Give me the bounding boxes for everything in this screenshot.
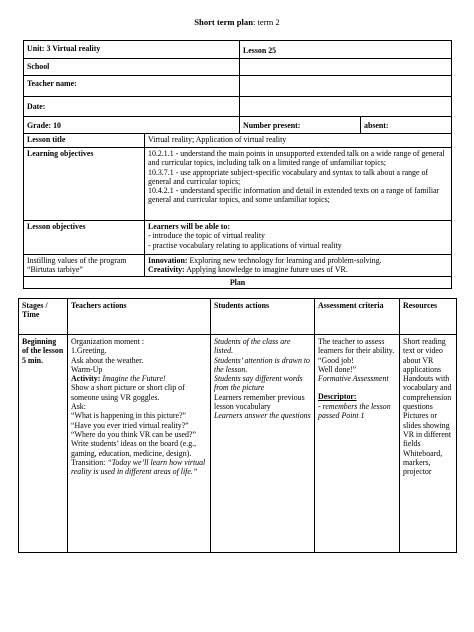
students-actions-cell: Students of the class are listed. Students’ attention is drawn to the lesson. Students say different words from the picture Learners remember previous lesson vocabulary Learners answer the questions: [211, 335, 315, 553]
grade-cell: Grade: 10: [24, 117, 240, 134]
date-cell: Date:: [24, 97, 240, 117]
number-present-cell: Number present:: [240, 117, 361, 134]
learning-objectives-value: [145, 148, 452, 221]
lesson-number-cell: Lesson 25: [240, 41, 452, 59]
plan-header-stages: Stages / Time: [19, 299, 68, 335]
lesson-objective-item: - introduce the topic of virtual reality: [148, 231, 266, 241]
lesson-title-value: Virtual reality; Application of virtual reality: [145, 134, 452, 148]
date-value[interactable]: [240, 97, 452, 117]
plan-header-students: Students actions: [211, 299, 315, 335]
school-value[interactable]: [240, 59, 452, 76]
lesson-objectives-label: Lesson objectives: [24, 221, 145, 255]
plan-header-assessment: Assessment criteria: [315, 299, 400, 335]
plan-label: Plan: [24, 277, 452, 289]
teacher-name-cell: Teacher name:: [24, 76, 240, 97]
objective-item: 10.3.7.1 - use appropriate subject-specific vocabulary and syntax to talk about a range of general and curricular topics;: [148, 167, 429, 186]
teacher-name-value[interactable]: [240, 76, 452, 97]
lesson-objectives-heading: Learners will be able to:: [148, 222, 230, 231]
learning-objectives-label: Learning objectives: [24, 148, 145, 221]
plan-header-resources: Resources: [400, 299, 457, 335]
school-cell: School: [24, 59, 240, 76]
resources-cell: Short reading text or video about VR applications Handouts with vocabulary and comprehension questions Pictures or slides showing VR in different fields Whiteboard, markers, projector: [400, 335, 457, 553]
objective-item: 10.2.1.1 - understand the main points in unsupported extended talk on a wide range of general and curricular topics, including talk on a limited range of unfamiliar topics;: [148, 149, 445, 168]
unit-cell: Unit: 3 Virtual reality: [24, 41, 240, 59]
lesson-objective-item: - practise vocabulary relating to applications of virtual reality: [148, 240, 342, 250]
stage-cell: Beginning of the lesson 5 min.: [19, 335, 68, 553]
page-title: Short term plan: term 2: [194, 17, 280, 27]
teacher-actions-cell: Organization moment : 1.Greeting. Ask about the weather. Warm-Up Activity: Imagine the Future! Show a short picture or short clip of someone using VR goggles. Ask: “What is happening in this picture?” “Have you ever tried virtual reality?” “Where do you think VR can be used?” Write students’ ideas on the board (e.g., gaming, education, medicine, design). Transition: “Today we’ll learn how virtual reality is used in different areas of life.”: [68, 335, 211, 553]
values-label: Instilling values of the program “Birtutas tarbiye”: [24, 255, 145, 277]
values-value: Innovation: Exploring new technology for learning and problem-solving. Creativity: Applying knowledge to imagine future uses of VR.: [145, 255, 452, 277]
lesson-objectives-value: [145, 221, 452, 255]
assessment-cell: The teacher to assess learners for their ability. “Good job! Well done!” Formative Assessment Descriptor: - remembers the lesson passed Point 1: [315, 335, 400, 553]
plan-table: [18, 298, 457, 553]
plan-header-teachers: Teachers actions: [68, 299, 211, 335]
lesson-info-table: [23, 40, 452, 289]
objective-item: 10.4.2.1 - understand specific information and detail in extended texts on a range of familiar general and curricular topics, and some unfamiliar topics;: [148, 186, 440, 205]
lesson-title-label: Lesson title: [24, 134, 145, 148]
absent-cell: absent:: [361, 117, 452, 134]
